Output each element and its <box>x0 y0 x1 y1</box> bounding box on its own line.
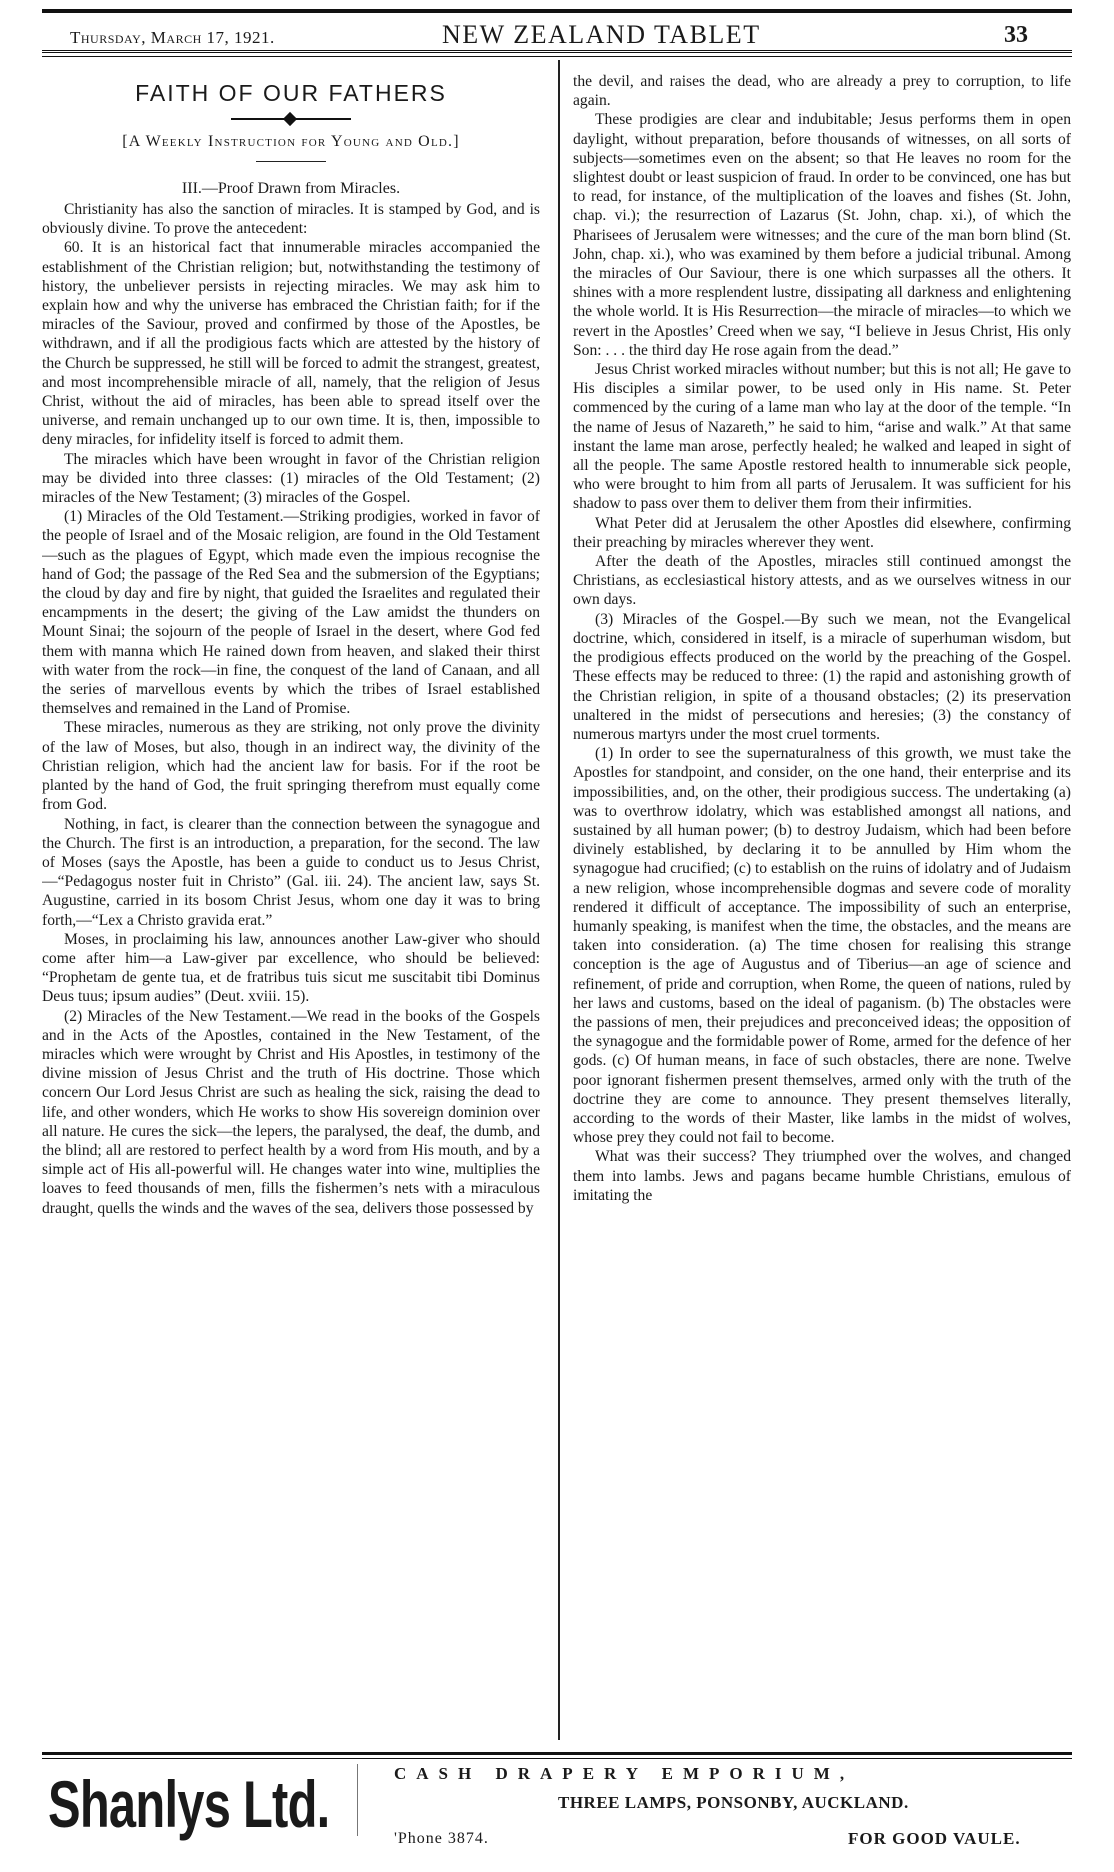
paragraph: After the death of the Apostles, miracles still continued amongst the Christians, as ecclesiastical history attests, and as we ourselves witness in our own days. <box>573 553 1071 609</box>
header-bottom-rule <box>42 50 1072 57</box>
advertisement-top-rule-thin <box>42 1758 1072 1759</box>
paragraph: What was their success? They triumphed over the wolves, and changed them into lambs. Jews and pagans became humble Christians, emulous of imitating the <box>573 1148 1071 1204</box>
paragraph: 60. It is an historical fact that innumerable miracles accompanied the establishment of the Christian religion; but, notwithstanding the testimony of history, the unbeliever persists in rejecting miracles. We may ask him to explain how and why the universe has embraced the Christian faith; for if the miracles of the Saviour, proved and confirmed by those of the Apostles, be withdrawn, and if all the prodigious facts which are attested by the history of the Church be suppressed, he still will be forced to admit the strangest, greatest, and most incomprehensible miracle of all, namely, that the religion of Jesus Christ, without the aid of miracles, has been able to spread itself over the universe, and remain unchanged up to our own time. It is, then, impossible to deny miracles, for infidelity itself is forced to admit them. <box>42 239 540 449</box>
paragraph: Christianity has also the sanction of miracles. It is stamped by God, and is obviously divine. To prove the antecedent: <box>42 201 540 238</box>
subtitle-rule <box>256 161 326 162</box>
paragraph: These prodigies are clear and indubitable; Jesus performs them in open daylight, without preparation, before thousands of witnesses, on all sorts of subjects—sometimes even on the absent; so that He leaves no room for the slightest doubt or least suspicion of fraud. In order to be convinced, one has but to read, for instance, of the multiplication of the loaves and fishes (St. John, chap. vi.); the resurrection of Lazarus (St. John, chap. xi.), of which the Pharisees of Jerusalem were witnesses; and the cure of the man born blind (St. John, chap. xi.), who was examined by them before a judicial tribunal. Among the miracles of Our Saviour, there is one which surpasses all the others. It shines with a more resplendent lustre, dissipating all darkness and enlightening the whole world. It is His Resurrection—the miracle of miracles—to which we revert in the Apostles’ Creed when we say, “I believe in Jesus Christ, His only Son: . . . the third day He rose again from the dead.” <box>573 111 1071 359</box>
paragraph: Jesus Christ worked miracles without number; but this is not all; He gave to His disciples a similar power, to be used only in His name. St. Peter commenced by the curing of a lame man who lay at the door of the temple. “In the name of Jesus of Nazareth,” he said to him, “arise and walk.” At that same instant the lame man arose, perfectly healed; he walked and leaped in sight of all the people. The same Apostle restored health to innumerable sick people, who were brought to him from all parts of Jerusalem. It was sufficient for his shadow to pass over them to deliver them from their infirmities. <box>573 361 1071 513</box>
advertiser-brand: Shanlys Ltd. <box>48 1767 330 1841</box>
paragraph: Moses, in proclaiming his law, announces another Law-giver who should come after him—a Law-giver par excellence, who should be believed: “Prophetam de gente tua, et de fratribus tuis sicut me suscitabit tibi Dominus Deus tuus; ipsum audies” (Deut. xviii. 15). <box>42 930 540 1006</box>
advertisement-divider <box>357 1764 358 1836</box>
paragraph: (3) Miracles of the Gospel.—By such we mean, not the Evangelical doctrine, which, considered in itself, is a miracle of superhuman wisdom, but the prodigious effects produced on the world by the preaching of the Gospel. These effects may be reduced to three: (1) the rapid and astonishing growth of the Christian religion, in spite of a thousand obstacles; (2) its preservation unaltered in the midst of persecutions and heresies; (3) the constancy of numerous martyrs under the most cruel torments. <box>573 610 1071 743</box>
issue-date: Thursday, March 17, 1921. <box>70 28 275 47</box>
advertisement-address: THREE LAMPS, PONSONBY, AUCKLAND. <box>558 1793 909 1812</box>
left-column <box>42 78 540 1726</box>
column-divider <box>558 60 560 1740</box>
advertisement-business-line: CASH DRAPERY EMPORIUM, <box>394 1764 855 1783</box>
paragraph: the devil, and raises the dead, who are already a prey to corruption, to life again. <box>573 73 1071 110</box>
advertisement-phone: 'Phone 3874. <box>394 1830 489 1847</box>
paragraph: The miracles which have been wrought in favor of the Christian religion may be divided into three classes: (1) miracles of the Old Testament; (2) miracles of the New Testament; (3) miracles of the Gospel. <box>42 450 540 507</box>
advertisement-top-rule <box>42 1752 1072 1755</box>
right-column <box>573 72 1071 1720</box>
paragraph: Nothing, in fact, is clearer than the connection between the synagogue and the Church. The first is an introduction, a preparation, for the second. The law of Moses (says the Apostle, has been a guide to conduct us to Jesus Christ,—“Pedagogus noster fuit in Christo” (Gal. iii. 24). The ancient law, says St. Augustine, carried in its bosom Christ Jesus, whom one day it was to bring forth,—“Lex a Christo gravida erat.” <box>42 815 540 929</box>
page-header <box>42 14 1082 54</box>
page-number: 33 <box>1004 22 1028 48</box>
paragraph: (1) Miracles of the Old Testament.—Striking prodigies, worked in favor of the people of Israel and of the Mosaic religion, are found in the Old Testament—such as the plagues of Egypt, which made even the impious recognise the hand of God; the passage of the Red Sea and the submersion of the Egyptians; the cloud by day and fire by night, that guided the Israelites and regulated their encampments in the desert; the giving of the Law amidst the thunders on Mount Sinai; the sojourn of the people of Israel in the desert, where God fed them with manna which He rained down from heaven, and slaked their thirst with water from the rock—in fine, the conquest of the land of Canaan, and all the series of marvellous events by which the tribes of Israel established themselves and remained in the Land of Promise. <box>42 508 540 718</box>
paragraph: (1) In order to see the supernaturalness of this growth, we must take the Apostles for standpoint, and consider, on the one hand, their enterprise and its impossibilities, and, on the other, their prodigious success. The undertaking (a) was to overthrow idolatry, which was established amongst all nations, and sustained by all human power; (b) to destroy Judaism, which had been before divinely established, by declaring it to be annulled by Him whom the synagogue had crucified; (c) to establish on the ruins of idolatry and of Judaism a new religion, whose incomprehensible dogmas and severe code of morality rendered it difficult of acceptance. The impossibility of such an enterprise, humanly speaking, is manifest when the time, the obstacles, and the means are taken into consideration. (a) The time chosen for realising this strange conception is the age of Augustus and of Tiberius—an age of science and refinement, of pride and corruption, when Rome, the queen of nations, ruled by her laws and customs, based on the ideal of paganism. (b) The obstacles were the passions of men, their prejudices and preconceived ideas; the opposition of the synagogue and the formidable power of Rome, armed for the defence of her gods. (c) Of human means, in face of such obstacles, there are none. Twelve poor ignorant fishermen present themselves, armed only with the truth of the doctrine they are come to announce. They present themselves literally, according to the words of their Master, like lambs in the midst of wolves, whose prey they could not fail to become. <box>573 745 1071 1147</box>
paragraph: (2) Miracles of the New Testament.—We read in the books of the Gospels and in the Acts of the Apostles, contained in the New Testament, of the miracles which were wrought by Christ and His Apostles, in testimony of the divine mission of Jesus Christ and the truth of His doctrine. Those which concern Our Lord Jesus Christ are such as healing the sick, raising the dead to life, and other wonders, which He works to show His sovereign dominion over all nature. He cures the sick—the lepers, the paralysed, the deaf, the dumb, and the blind; all are restored to perfect health by a word from His mouth, and by a simple act of His all-powerful will. He changes water into wine, multiplies the loaves to feed thousands of men, fills the fishermen’s nets with a miraculous draught, quells the winds and the waves of the sea, delivers those possessed by <box>42 1007 540 1217</box>
header-top-rule <box>42 9 1072 13</box>
article-title: FAITH OF OUR FATHERS <box>135 80 447 106</box>
article-subtitle: [A Weekly Instruction for Young and Old.] <box>122 133 460 150</box>
title-ornament <box>231 113 351 125</box>
newspaper-name: NEW ZEALAND TABLET <box>442 20 761 49</box>
paragraph: These miracles, numerous as they are striking, not only prove the divinity of the law of Moses, but also, though in an indirect way, the divinity of the Christian religion, which had the ancient law for basis. For if the root be planted by the hand of God, the fruit springing therefrom must equally come from God. <box>42 719 540 814</box>
advertisement-slogan: FOR GOOD VAULE. <box>848 1829 1021 1848</box>
section-heading: III.—Proof Drawn from Miracles. <box>181 180 401 197</box>
paragraph: What Peter did at Jerusalem the other Apostles did elsewhere, confirming their preaching by miracles wherever they went. <box>573 514 1071 551</box>
